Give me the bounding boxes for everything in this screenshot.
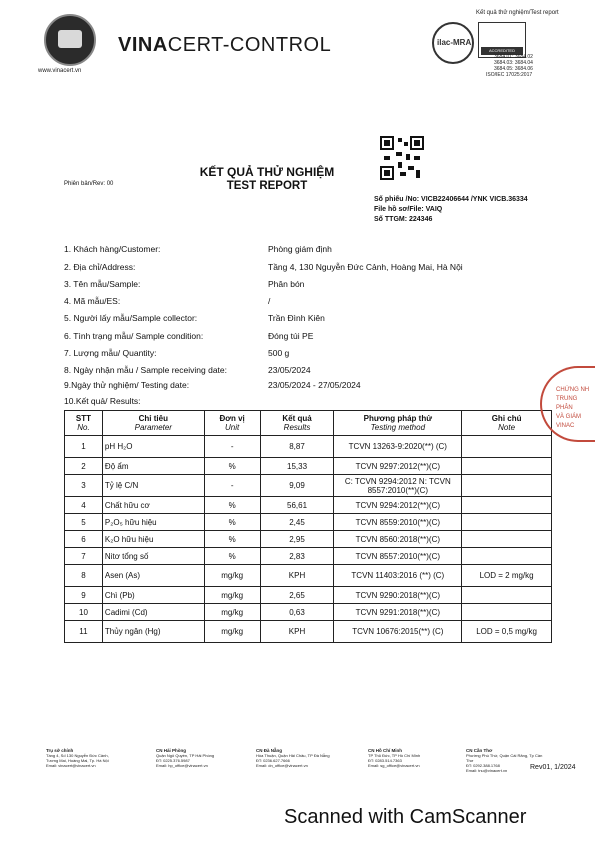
qr-code-icon [380, 136, 424, 180]
revision-label: Phiên bản/Rev: 00 [64, 181, 114, 187]
cell-no: 5 [65, 514, 103, 531]
table-row [65, 548, 552, 565]
info-label-results: 10.Kết quả/ Results: [64, 396, 141, 406]
header-parameter: Chỉ tiêu Parameter [102, 411, 204, 436]
cell-param: P₂O₅ hữu hiệu [102, 514, 204, 531]
info-label-sample-code: 4. Mã mẫu/ES: [64, 296, 121, 306]
title-vietnamese: KẾT QUẢ THỬ NGHIỆM [199, 165, 335, 179]
cell-param: Độ ẩm [102, 458, 204, 475]
cell-unit: - [204, 475, 260, 497]
table-row [65, 604, 552, 621]
cell-unit: % [204, 531, 260, 548]
info-label-customer: 1. Khách hàng/Customer: [64, 244, 161, 254]
cell-no: 7 [65, 548, 103, 565]
cell-no: 1 [65, 436, 103, 458]
info-value-address: Tầng 4, 130 Nguyễn Đức Cảnh, Hoàng Mai, Hà Nội [268, 262, 463, 272]
cell-unit: - [204, 436, 260, 458]
vinacert-seal-logo [44, 14, 96, 66]
table-header-row [65, 411, 552, 436]
table-row [65, 497, 552, 514]
cell-no: 8 [65, 565, 103, 587]
cell-unit: % [204, 497, 260, 514]
cell-method: TCVN 10676:2015(**) (C) [334, 621, 462, 643]
info-label-collector: 5. Người lấy mẫu/Sample collector: [64, 313, 198, 323]
table-row [65, 514, 552, 531]
cell-method: TCVN 8560:2018(**)(C) [334, 531, 462, 548]
cell-result: 56,61 [260, 497, 334, 514]
info-value-sample: Phân bón [268, 279, 305, 289]
file-number: File hồ sơ/File: VAIQ [374, 206, 443, 213]
cell-note: LOD = 0,5 mg/kg [462, 621, 552, 643]
cell-note [462, 548, 552, 565]
info-value-sample-code: / [268, 296, 271, 306]
cell-result: 2,65 [260, 587, 334, 604]
cell-param: Nitơ tổng số [102, 548, 204, 565]
cell-method: TCVN 9291:2018(**)(C) [334, 604, 462, 621]
cell-unit: % [204, 514, 260, 531]
cell-no: 3 [65, 475, 103, 497]
cell-result: 0,63 [260, 604, 334, 621]
cell-method: TCVN 9297:2012(**)(C) [334, 458, 462, 475]
cell-result: 2,95 [260, 531, 334, 548]
cell-param: Cadimi (Cd) [102, 604, 204, 621]
cell-result: 8,87 [260, 436, 334, 458]
cell-note [462, 587, 552, 604]
accredited-logo: ACCREDITED [478, 22, 526, 58]
cell-param: Thủy ngân (Hg) [102, 621, 204, 643]
cell-method: TCVN 8559:2010(**)(C) [334, 514, 462, 531]
camscanner-watermark: Scanned with CamScanner [284, 806, 527, 828]
info-value-receiving-date: 23/05/2024 [268, 365, 311, 375]
cell-note [462, 514, 552, 531]
header-no: STT No. [65, 411, 103, 436]
cell-result: KPH [260, 565, 334, 587]
footer-office-hq: Trụ sở chính Tầng 4, Số 130 Nguyễn Đức Cảnh, Tương Mai, Hoàng Mai, Tp. Hà Nội Email: vinacert@vinacert.vn [46, 748, 109, 768]
info-value-collector: Trần Đình Kiên [268, 313, 325, 323]
table-row [65, 587, 552, 604]
cell-result: 2,45 [260, 514, 334, 531]
cell-note [462, 458, 552, 475]
info-label-address: 2. Địa chỉ/Address: [64, 262, 136, 272]
cell-unit: mg/kg [204, 604, 260, 621]
info-value-testing-date: 23/05/2024 - 27/05/2024 [268, 380, 361, 390]
official-stamp: CHỨNG NH TRUNG PHÂN VÀ GIÁM VINAC [540, 366, 595, 442]
table-row [65, 621, 552, 643]
header-method: Phương pháp thử Testing method [334, 411, 462, 436]
iso-standard: ISO/IEC 17025:2017 [486, 72, 533, 78]
website-link[interactable]: www.vinacert.vn [38, 68, 82, 74]
cell-note [462, 497, 552, 514]
cell-param: Chất hữu cơ [102, 497, 204, 514]
accreditation-codes: 3684.01: 3684.02 3684.03: 3684.04 3684.05: 3684.06 [494, 54, 533, 72]
table-row [65, 436, 552, 458]
footer-office-danang: CN Đà Nẵng Hòa Thuận, Quận Hải Châu, TP Đà Nẵng ĐT: 0236.627.7666 Email: dn_office@vinacert.vn [256, 748, 330, 768]
header-results: Kết quả Results [260, 411, 334, 436]
cell-method: TCVN 9290:2018(**)(C) [334, 587, 462, 604]
cell-no: 9 [65, 587, 103, 604]
cell-method: TCVN 8557:2010(**)(C) [334, 548, 462, 565]
cell-note [462, 531, 552, 548]
cell-result: KPH [260, 621, 334, 643]
info-value-quantity: 500 g [268, 348, 290, 358]
cell-no: 6 [65, 531, 103, 548]
header-note: Ghi chú Note [462, 411, 552, 436]
cell-method: TCVN 11403:2016 (**) (C) [334, 565, 462, 587]
cell-no: 10 [65, 604, 103, 621]
cell-param: Chì (Pb) [102, 587, 204, 604]
info-label-sample: 3. Tên mẫu/Sample: [64, 279, 141, 289]
results-table [64, 410, 552, 643]
footer-revision: Rev01, 1/2024 [530, 764, 576, 771]
footer-office-hcm: CN Hồ Chí Minh TP Thủ Đức, TP Hồ Chí Minh ĐT: 0283.514.7363 Email: sg_office@vinacert.vn [368, 748, 421, 768]
report-number: Số phiếu /No: VICB22406644 /YNK VICB.36334 [374, 196, 528, 203]
info-label-testing-date: 9.Ngày thử nghiệm/ Testing date: [64, 380, 190, 390]
cell-unit: % [204, 548, 260, 565]
info-value-customer: Phòng giám định [268, 244, 332, 254]
brand-name: VINACERT-CONTROL [118, 34, 332, 56]
ttgm-number: Số TTGM: 224346 [374, 216, 433, 223]
cell-method: C: TCVN 9294:2012 N: TCVN 8557:2010(**)(C) [334, 475, 462, 497]
cell-method: TCVN 13263-9:2020(**) (C) [334, 436, 462, 458]
table-row [65, 458, 552, 475]
cell-no: 2 [65, 458, 103, 475]
table-row [65, 475, 552, 497]
cell-result: 15,33 [260, 458, 334, 475]
table-row [65, 565, 552, 587]
info-label-quantity: 7. Lượng mẫu/ Quantity: [64, 348, 157, 358]
cell-unit: mg/kg [204, 565, 260, 587]
ilac-mra-logo: ilac-MRA [432, 22, 474, 64]
info-label-condition: 6. Tình trạng mẫu/ Sample condition: [64, 331, 204, 341]
cell-unit: mg/kg [204, 587, 260, 604]
cell-note: LOD = 2 mg/kg [462, 565, 552, 587]
cell-note [462, 604, 552, 621]
info-label-receiving-date: 8. Ngày nhận mẫu / Sample receiving date: [64, 365, 228, 375]
cell-no: 11 [65, 621, 103, 643]
cell-method: TCVN 9294:2012(**)(C) [334, 497, 462, 514]
cell-unit: mg/kg [204, 621, 260, 643]
footer-office-cantho: CN Cần Thơ Phường Phú Thứ, Quận Cái Răng, Tp Cần Thơ ĐT: 0292.388.1768 Email: tnu@vinacert.vn [466, 748, 543, 773]
cell-no: 4 [65, 497, 103, 514]
cell-param: pH H₂O [102, 436, 204, 458]
cell-note [462, 475, 552, 497]
cell-unit: % [204, 458, 260, 475]
accreditation-title: Kết quả thử nghiệm/Test report [476, 10, 559, 16]
title-english: TEST REPORT [226, 180, 308, 192]
cell-param: Tỷ lệ C/N [102, 475, 204, 497]
cell-note [462, 436, 552, 458]
cell-result: 2,83 [260, 548, 334, 565]
cell-result: 9,09 [260, 475, 334, 497]
cell-param: K₂O hữu hiệu [102, 531, 204, 548]
footer-office-haiphong: CN Hải Phòng Quận Ngô Quyền, TP Hải Phòng ĐT: 0225.376.5987 Email: hp_office@vinacert.vn [156, 748, 215, 768]
cell-param: Asen (As) [102, 565, 204, 587]
header-unit: Đơn vị Unit [204, 411, 260, 436]
info-value-condition: Đóng túi PE [268, 331, 314, 341]
table-row [65, 531, 552, 548]
